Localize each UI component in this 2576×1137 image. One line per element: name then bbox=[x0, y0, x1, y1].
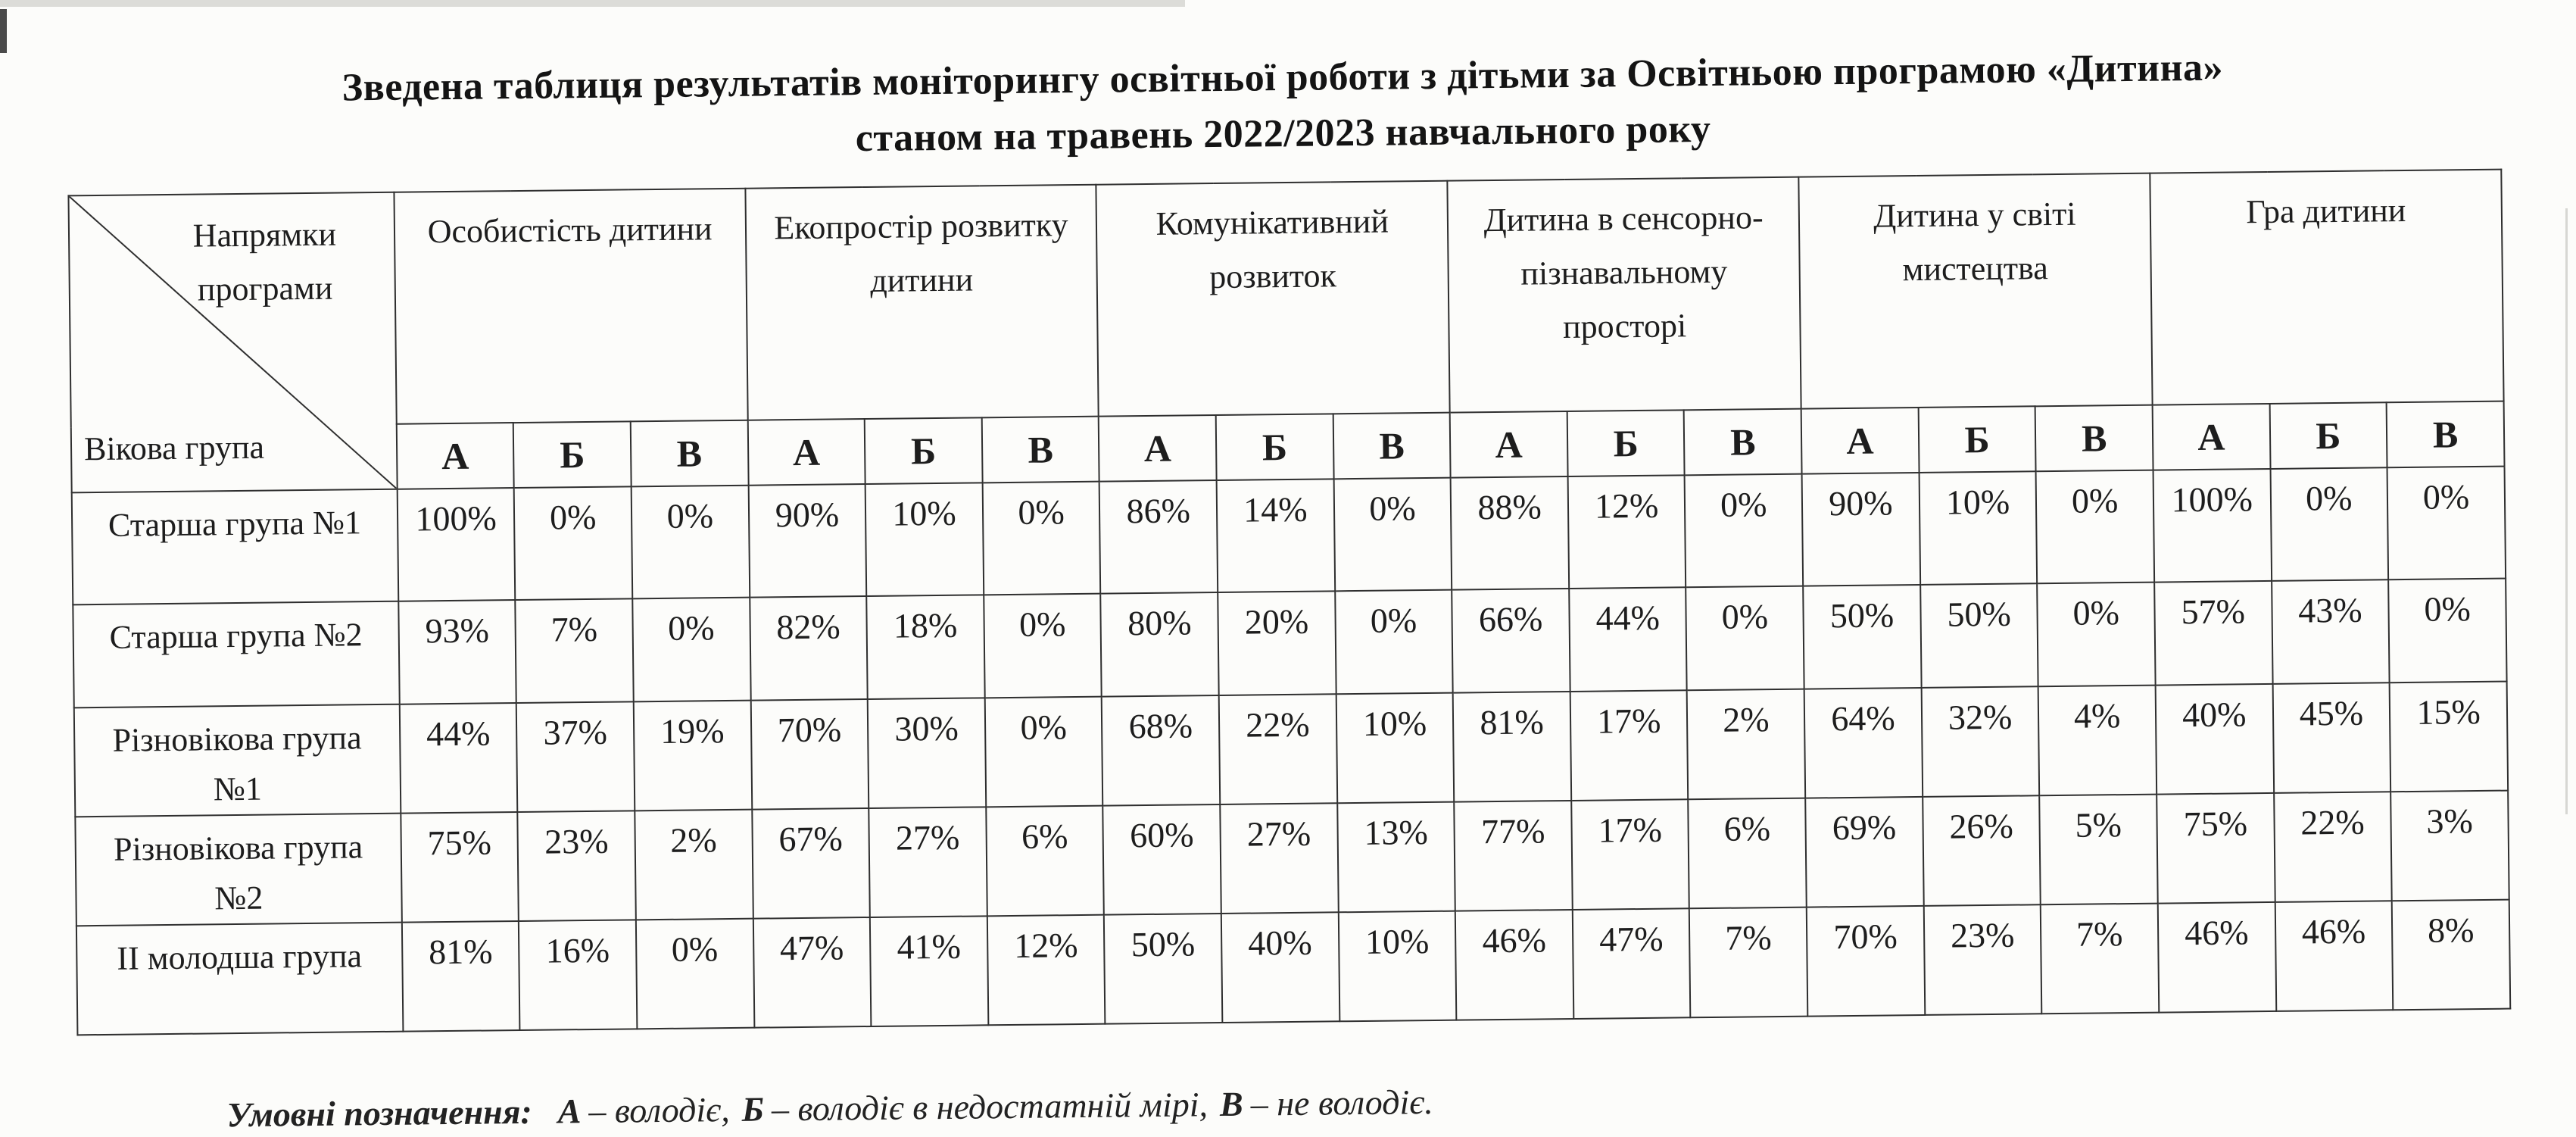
value-cell: 6% bbox=[986, 805, 1104, 916]
value-cell: 7% bbox=[1689, 907, 1807, 1017]
value-cell: 0% bbox=[1686, 586, 1804, 690]
subheader-cell: Б bbox=[1918, 406, 2036, 473]
value-cell: 5% bbox=[2040, 794, 2158, 904]
value-cell: 50% bbox=[1104, 914, 1222, 1024]
group-header-personality: Особистість дитини bbox=[394, 188, 747, 423]
subheader-cell: А bbox=[1099, 415, 1217, 482]
value-cell: 10% bbox=[1338, 911, 1456, 1021]
row-label: Старша група №1 bbox=[72, 489, 398, 604]
value-cell: 57% bbox=[2154, 581, 2272, 686]
subheader-cell: А bbox=[396, 423, 514, 489]
value-cell: 8% bbox=[2392, 899, 2510, 1010]
subheader-cell: А bbox=[1801, 408, 1920, 474]
subheader-cell: Б bbox=[1567, 410, 1686, 476]
value-cell: 18% bbox=[866, 595, 984, 699]
subheader-cell: В bbox=[981, 416, 1099, 483]
value-cell: 22% bbox=[1219, 694, 1337, 804]
value-cell: 44% bbox=[399, 703, 517, 814]
value-cell: 15% bbox=[2390, 681, 2508, 792]
value-cell: 60% bbox=[1103, 804, 1221, 915]
row-label: Різновікова група №1 bbox=[74, 704, 401, 817]
legend-desc-v: – не володіє. bbox=[1250, 1082, 1434, 1123]
monitoring-results-table bbox=[67, 168, 2511, 1035]
row-label: Старша група №2 bbox=[73, 601, 399, 708]
value-cell: 17% bbox=[1570, 690, 1689, 801]
value-cell: 12% bbox=[987, 914, 1106, 1025]
value-cell: 86% bbox=[1099, 480, 1218, 594]
value-cell: 45% bbox=[2272, 683, 2390, 793]
legend-prefix: Умовні позначення: bbox=[226, 1092, 532, 1134]
subheader-cell: А bbox=[747, 419, 865, 486]
value-cell: 50% bbox=[1920, 583, 2038, 688]
value-cell: 0% bbox=[632, 485, 750, 598]
corner-cell bbox=[68, 192, 397, 492]
value-cell: 100% bbox=[397, 488, 515, 601]
value-cell: 0% bbox=[982, 481, 1100, 595]
value-cell: 46% bbox=[2158, 902, 2276, 1013]
group-header-row bbox=[68, 169, 2503, 427]
value-cell: 90% bbox=[1802, 473, 1920, 586]
value-cell: 23% bbox=[1923, 904, 2041, 1015]
value-cell: 93% bbox=[398, 600, 516, 704]
subheader-cell: В bbox=[631, 420, 749, 486]
value-cell: 77% bbox=[1454, 801, 1572, 911]
value-cell: 0% bbox=[2387, 466, 2506, 579]
subheader-cell: Б bbox=[865, 417, 983, 484]
value-cell: 2% bbox=[635, 809, 753, 920]
value-cell: 81% bbox=[402, 921, 520, 1032]
value-cell: 14% bbox=[1217, 479, 1335, 592]
value-cell: 0% bbox=[514, 486, 632, 600]
value-cell: 10% bbox=[1919, 471, 2037, 585]
value-cell: 0% bbox=[1333, 477, 1452, 591]
value-cell: 41% bbox=[870, 916, 988, 1026]
value-cell: 32% bbox=[1921, 686, 2039, 797]
value-cell: 80% bbox=[1101, 592, 1219, 697]
value-cell: 40% bbox=[1221, 912, 1339, 1023]
value-cell: 75% bbox=[2157, 793, 2275, 904]
value-cell: 22% bbox=[2274, 792, 2392, 902]
legend bbox=[226, 1069, 2576, 1135]
legend-key-v: В bbox=[1219, 1084, 1243, 1123]
subheader-cell: В bbox=[2035, 405, 2153, 471]
value-cell: 46% bbox=[1455, 910, 1573, 1020]
group-header-child-play: Гра дитини bbox=[2150, 169, 2503, 405]
value-cell: 88% bbox=[1451, 476, 1569, 590]
row-label: Різновікова група №2 bbox=[75, 813, 401, 926]
value-cell: 90% bbox=[748, 484, 866, 598]
value-cell: 66% bbox=[1452, 589, 1570, 693]
legend-key-a: А bbox=[557, 1091, 582, 1131]
subheader-cell: В bbox=[1333, 412, 1451, 479]
value-cell: 27% bbox=[869, 807, 987, 917]
group-header-world-of-art: Дитина у світі мистецтва bbox=[1798, 173, 2152, 408]
value-cell: 12% bbox=[1567, 475, 1686, 589]
value-cell: 69% bbox=[1805, 797, 1923, 907]
value-cell: 10% bbox=[865, 483, 984, 596]
value-cell: 0% bbox=[1335, 589, 1453, 694]
value-cell: 26% bbox=[1923, 795, 2041, 906]
value-cell: 81% bbox=[1453, 692, 1571, 802]
value-cell: 0% bbox=[1685, 473, 1803, 587]
value-cell: 0% bbox=[2036, 470, 2154, 583]
subheader-cell: А bbox=[2153, 404, 2271, 470]
value-cell: 0% bbox=[632, 597, 750, 701]
value-cell: 43% bbox=[2272, 579, 2390, 684]
value-cell: 17% bbox=[1571, 799, 1689, 910]
value-cell: 47% bbox=[753, 917, 871, 1028]
legend-key-b: Б bbox=[741, 1089, 765, 1129]
value-cell: 0% bbox=[2270, 467, 2388, 581]
value-cell: 0% bbox=[2388, 578, 2506, 683]
value-cell: 47% bbox=[1573, 908, 1691, 1019]
value-cell: 10% bbox=[1336, 692, 1454, 803]
subheader-cell: В bbox=[1684, 408, 1802, 475]
value-cell: 27% bbox=[1220, 803, 1338, 914]
corner-label-age-group: Вікова група bbox=[83, 429, 265, 468]
value-cell: 100% bbox=[2153, 469, 2271, 583]
group-header-eco-space: Екопростір розвитку дитини bbox=[745, 184, 1099, 420]
value-cell: 67% bbox=[752, 808, 870, 919]
value-cell: 19% bbox=[634, 700, 752, 811]
value-cell: 40% bbox=[2156, 684, 2274, 795]
value-cell: 16% bbox=[519, 920, 637, 1030]
value-cell: 0% bbox=[636, 918, 754, 1029]
group-header-sensory-cognitive: Дитина в сенсорно-пізнавальному просторі bbox=[1448, 176, 1801, 412]
subheader-cell: Б bbox=[513, 421, 632, 488]
value-cell: 23% bbox=[518, 811, 636, 921]
value-cell: 50% bbox=[1803, 585, 1921, 689]
legend-desc-a: – володіє, bbox=[588, 1089, 730, 1130]
subheader-cell: А bbox=[1450, 411, 1568, 478]
value-cell: 20% bbox=[1218, 591, 1336, 695]
value-cell: 3% bbox=[2390, 790, 2509, 901]
document-title-line-1: Зведена таблиця результатів моніторингу освітньої роботи з дітьми за Освітньою програмою «Дитина» bbox=[341, 45, 2224, 110]
row-label: ІІ молодша група bbox=[76, 922, 403, 1035]
corner-label-program-directions: Напрямки програми bbox=[192, 215, 337, 308]
value-cell: 70% bbox=[1807, 906, 1925, 1017]
value-cell: 75% bbox=[401, 812, 519, 923]
value-cell: 82% bbox=[750, 596, 868, 701]
value-cell: 30% bbox=[868, 698, 986, 808]
subheader-cell: Б bbox=[1216, 414, 1334, 480]
subheader-cell: Б bbox=[2269, 402, 2387, 469]
value-cell: 6% bbox=[1689, 798, 1807, 908]
value-cell: 7% bbox=[2041, 903, 2159, 1014]
value-cell: 0% bbox=[984, 593, 1102, 698]
legend-desc-b: – володіє в недостатній мірі, bbox=[771, 1084, 1208, 1129]
value-cell: 2% bbox=[1687, 689, 1805, 799]
value-cell: 70% bbox=[750, 699, 869, 810]
group-header-communication: Комунікативний розвиток bbox=[1096, 180, 1450, 416]
value-cell: 44% bbox=[1569, 587, 1687, 692]
value-cell: 4% bbox=[2038, 685, 2157, 795]
document-title bbox=[25, 36, 2541, 176]
subheader-cell: В bbox=[2387, 401, 2505, 467]
value-cell: 0% bbox=[984, 696, 1102, 807]
value-cell: 7% bbox=[516, 598, 634, 703]
value-cell: 37% bbox=[516, 701, 635, 812]
value-cell: 46% bbox=[2275, 901, 2393, 1011]
value-cell: 68% bbox=[1102, 695, 1220, 806]
value-cell: 0% bbox=[2037, 582, 2155, 686]
value-cell: 13% bbox=[1337, 801, 1455, 912]
document-title-line-2: станом на травень 2022/2023 навчального року bbox=[855, 107, 1711, 160]
value-cell: 64% bbox=[1804, 688, 1923, 798]
